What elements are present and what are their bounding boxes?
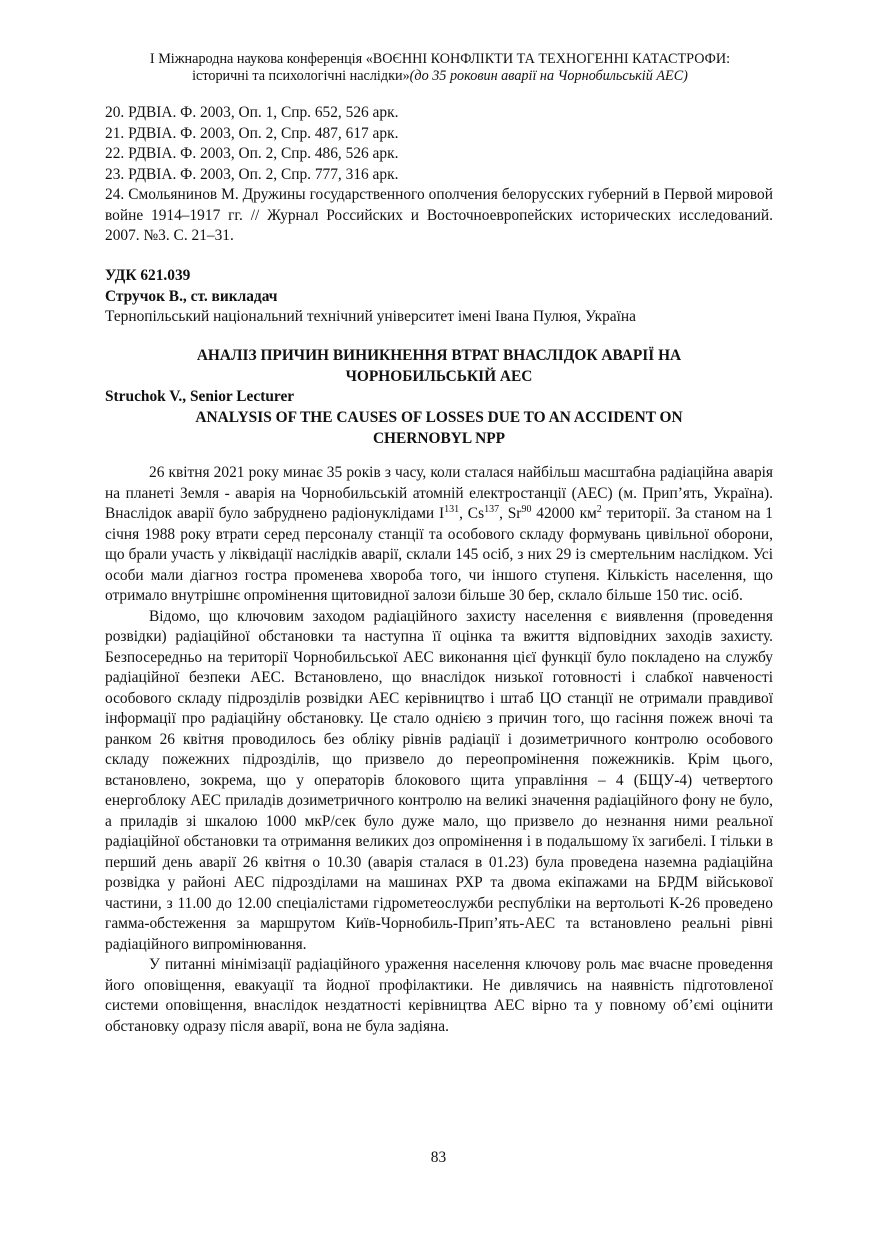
affiliation: Тернопільський національний технічний університет імені Івана Пулюя, Україна: [105, 308, 636, 325]
header-line-1: І Міжнародна наукова конференція «ВОЄННІ КОНФЛІКТИ ТА ТЕХНОГЕННІ КАТАСТРОФИ:: [149, 51, 731, 67]
page-number: 83: [430, 1149, 447, 1166]
cesium-isotope-sup: 137: [484, 503, 500, 515]
reference-item: 23. РДВІА. Ф. 2003, Оп. 2, Спр. 777, 316 арк.: [105, 165, 399, 183]
article-meta: [105, 266, 773, 328]
area-unit-sup: 2: [596, 503, 602, 515]
title-ua-line-2: ЧОРНОБИЛЬСЬКІЙ АЕС: [345, 367, 533, 385]
author-ua: Стручок В., ст. викладач: [105, 287, 278, 305]
p1-text-a: 26 квітня 2021 року минає 35 років з часу, коли сталася найбільш масштабна радіаційна аварія на планеті Земля - аварія на Чорнобильській атомній електростанції (АЕС) (м. Прип’ять, Україна). Внаслідок аварії було забруднено радіонуклідами I: [105, 464, 773, 522]
p1-text-b: , Cs: [459, 505, 485, 522]
article-title-ua: [105, 346, 773, 387]
reference-item: 22. РДВІА. Ф. 2003, Оп. 2, Спр. 486, 526 арк.: [105, 145, 399, 162]
reference-item: 24. Смольянинов М. Дружины государственного ополчения белорусских губерний в Первой мировой войне 1914–1917 гг. // Журнал Российских и Восточноевропейских исторических исследований. 2007. №3. С. 21–31.: [105, 186, 773, 244]
title-ua-line-1: АНАЛІЗ ПРИЧИН ВИНИКНЕННЯ ВТРАТ ВНАСЛІДОК АВАРІЇ НА: [196, 347, 682, 364]
author-en: Struchok V., Senior Lecturer: [105, 388, 295, 405]
paragraph-1: [105, 463, 773, 607]
paragraph-3: У питанні мінімізації радіаційного ураження населення ключову роль має вчасне проведення його оповіщення, евакуації та йодної профілактики. Не дивлячись на наявність підготовленої системи оповіщення, внаслідок нездатності керівництва АЕС вірно та у повному об’ємі оцінити обстановку одразу після аварії, вона не була задіяна.: [105, 956, 773, 1035]
reference-item: 21. РДВІА. Ф. 2003, Оп. 2, Спр. 487, 617 арк.: [105, 124, 399, 142]
p1-text-c: , Sr: [499, 505, 522, 522]
strontium-isotope-sup: 90: [521, 503, 532, 515]
article-body: [105, 463, 773, 1037]
title-en-line-1: ANALYSIS OF THE CAUSES OF LOSSES DUE TO AN ACCIDENT ON: [195, 409, 683, 426]
p1-text-d: 42000 км: [531, 505, 597, 522]
header-line-2-plain: історичні та психологічні наслідки»: [192, 68, 410, 84]
running-header: [105, 51, 775, 85]
reference-list: [105, 103, 773, 247]
iodine-isotope-sup: 131: [444, 503, 460, 515]
article-title-en: [105, 408, 773, 449]
p1-text-e: території. За станом на 1 січня 1988 року втрати серед персоналу станції та особового складу формувань цивільної оборони, що брали участь у ліквідації наслідків аварії, склали 145 осіб, з них 29 із смертельним наслідком. Усі особи мали діагноз гостра променева хвороба того, чи іншого ступеня. Кількість населення, що отримало внутрішнє опромінення щитовидної залози більше 30 бер, склало більше 150 тис. осіб.: [105, 505, 774, 604]
header-line-2: [105, 68, 775, 85]
reference-item: 20. РДВІА. Ф. 2003, Оп. 1, Спр. 652, 526 арк.: [105, 104, 399, 121]
title-en-line-2: CHERNOBYL NPP: [372, 429, 506, 447]
header-line-2-italic: (до 35 роковин аварії на Чорнобильській АЕС): [409, 68, 688, 84]
udk-code: УДК 621.039: [105, 267, 191, 284]
paragraph-2: Відомо, що ключовим заходом радіаційного захисту населення є виявлення (проведення розвідки) радіаційної обстановки та наступна її оцінка та вжиття відповідних заходів захисту. Безпосередньо на території Чорнобильської АЕС виконання цієї функції було покладено на службу радіаційної безпеки АЕС. Встановлено, що внаслідок низької готовності і слабкої навченості особового складу підрозділів розвідки АЕС керівництво і штаб ЦО станції не отримали правдивої інформації про радіаційну обстановку. Це стало однією з причин того, що гасіння пожеж вночі та ранком 26 квітня проводилось без обліку рівнів радіації і дозиметричного контролю особового складу пожежних підрозділів, що призвело до переопромінення пожежників. Крім цього, встановлено, зокрема, що у операторів блокового щита управління – 4 (БЩУ-4) четвертого енергоблоку АЕС приладів дозиметричного контролю на великі значення радіаційного фону не було, а приладів зі шкалою 1000 мкР/сек було дуже мало, що призвело до незнання ними реальної радіаційної обстановки та отримання великих доз опромінення і в подальшому їх загибелі. І тільки в перший день аварії 26 квітня о 10.30 (аварія сталася в 01.23) була проведена наземна радіаційна розвідка у районі АЕС підрозділами на машинах РХР та двома екіпажами на БРДМ військової частини, з 11.00 до 12.00 спеціалістами гідрометеослужби республіки на вертольоті К-26 проведено гамма-обстеження за маршрутом Київ-Чорнобиль-Прип’ять-АЕС та встановлено реальні рівні радіаційного випромінювання.: [105, 607, 773, 953]
